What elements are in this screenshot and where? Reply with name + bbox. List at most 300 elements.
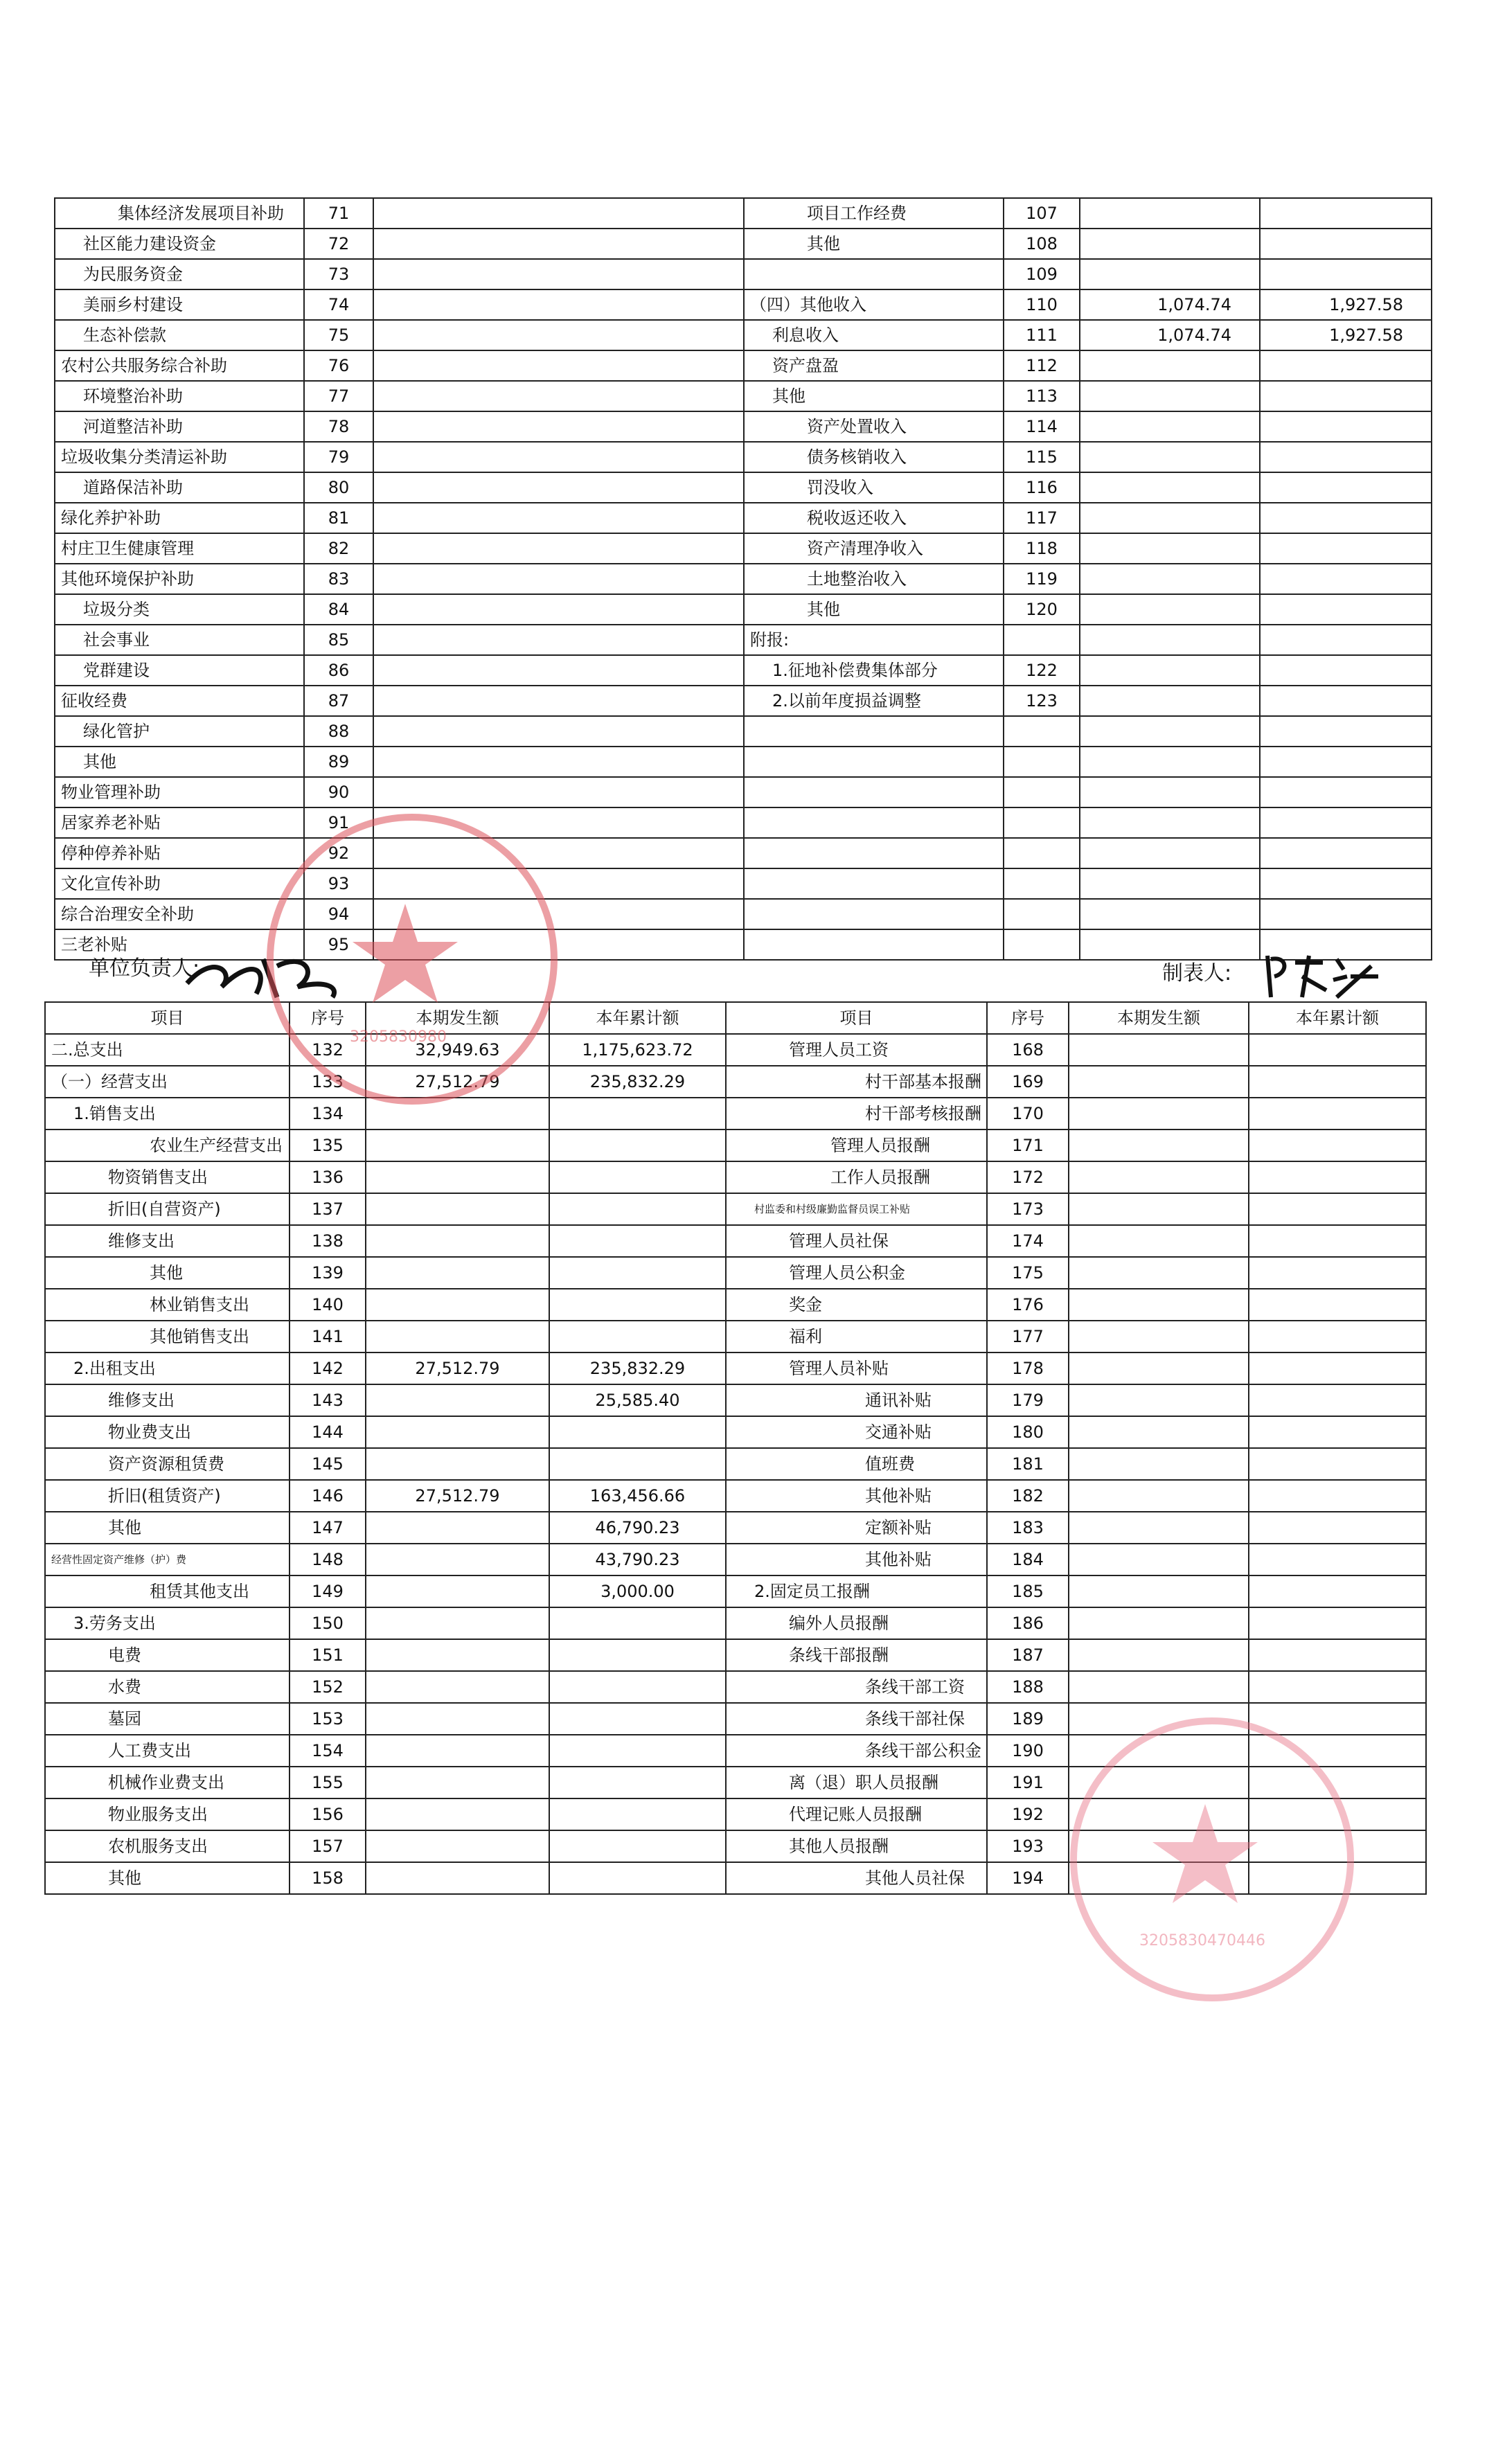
row-no: 78 xyxy=(304,411,373,442)
row-item-2: 利息收入 xyxy=(744,320,1004,350)
row-no-2: 115 xyxy=(1004,442,1080,472)
table-row xyxy=(55,777,1432,807)
row-no-2: 108 xyxy=(1004,229,1080,259)
row-value xyxy=(373,686,744,716)
row-no: 134 xyxy=(290,1098,366,1130)
header-ytd: 本年累计额 xyxy=(549,1002,726,1034)
row-current xyxy=(366,1671,549,1703)
row-no: 73 xyxy=(304,259,373,289)
header-item: 项目 xyxy=(45,1002,290,1034)
row-no-2: 187 xyxy=(987,1639,1069,1671)
table-row xyxy=(45,1352,1426,1384)
row-current-2 xyxy=(1080,838,1260,868)
row-item: 租赁其他支出 xyxy=(45,1575,290,1607)
table-row xyxy=(45,1480,1426,1512)
row-ytd-2 xyxy=(1260,259,1432,289)
row-no: 139 xyxy=(290,1257,366,1289)
row-current-2 xyxy=(1080,442,1260,472)
row-item: 墓园 xyxy=(45,1703,290,1735)
row-no-2: 118 xyxy=(1004,533,1080,564)
row-no: 154 xyxy=(290,1735,366,1767)
row-item: 经营性固定资产维修（护）费 xyxy=(45,1544,290,1575)
row-current-2 xyxy=(1080,686,1260,716)
row-ytd-2 xyxy=(1260,350,1432,381)
row-item-2: 2.固定员工报酬 xyxy=(726,1575,987,1607)
row-ytd: 1,175,623.72 xyxy=(549,1034,726,1066)
row-no: 153 xyxy=(290,1703,366,1735)
row-item-2: 其他 xyxy=(744,381,1004,411)
row-no: 150 xyxy=(290,1607,366,1639)
row-item-2: 条线干部报酬 xyxy=(726,1639,987,1671)
row-value xyxy=(373,747,744,777)
row-item-2: 管理人员工资 xyxy=(726,1034,987,1066)
row-ytd: 3,000.00 xyxy=(549,1575,726,1607)
row-ytd-2 xyxy=(1249,1671,1426,1703)
row-no: 143 xyxy=(290,1384,366,1416)
row-no-2: 181 xyxy=(987,1448,1069,1480)
table-row xyxy=(55,594,1432,625)
row-no-2: 185 xyxy=(987,1575,1069,1607)
row-current-2: 1,074.74 xyxy=(1080,320,1260,350)
table-row xyxy=(45,1321,1426,1352)
row-value xyxy=(373,716,744,747)
row-no: 94 xyxy=(304,899,373,929)
row-ytd: 25,585.40 xyxy=(549,1384,726,1416)
row-no-2 xyxy=(1004,625,1080,655)
row-current-2 xyxy=(1069,1448,1249,1480)
row-current-2 xyxy=(1080,472,1260,503)
row-value xyxy=(373,625,744,655)
row-item: 物业费支出 xyxy=(45,1416,290,1448)
row-no: 75 xyxy=(304,320,373,350)
row-current-2 xyxy=(1080,655,1260,686)
table-row xyxy=(45,1671,1426,1703)
row-current xyxy=(366,1193,549,1225)
row-current xyxy=(366,1735,549,1767)
row-no: 146 xyxy=(290,1480,366,1512)
row-item-2: 代理记账人员报酬 xyxy=(726,1798,987,1830)
row-no: 91 xyxy=(304,807,373,838)
row-item: 人工费支出 xyxy=(45,1735,290,1767)
table-row xyxy=(45,1161,1426,1193)
row-item-2: 1.征地补偿费集体部分 xyxy=(744,655,1004,686)
row-ytd: 235,832.29 xyxy=(549,1352,726,1384)
row-no-2: 191 xyxy=(987,1767,1069,1798)
row-item-2: 附报: xyxy=(744,625,1004,655)
row-no: 141 xyxy=(290,1321,366,1352)
row-no: 76 xyxy=(304,350,373,381)
row-ytd xyxy=(549,1130,726,1161)
row-current-2 xyxy=(1080,411,1260,442)
table-row xyxy=(55,868,1432,899)
row-current-2 xyxy=(1069,1480,1249,1512)
header-current-2: 本期发生额 xyxy=(1069,1002,1249,1034)
village-affairs-committee-seal xyxy=(1070,1717,1354,2001)
row-current xyxy=(366,1544,549,1575)
table-row xyxy=(45,1066,1426,1098)
row-item-2: 条线干部工资 xyxy=(726,1671,987,1703)
row-current xyxy=(366,1798,549,1830)
row-ytd-2 xyxy=(1260,564,1432,594)
row-no-2: 177 xyxy=(987,1321,1069,1352)
table-row xyxy=(45,1448,1426,1480)
row-no-2 xyxy=(1004,716,1080,747)
row-item-2: 管理人员公积金 xyxy=(726,1257,987,1289)
row-no: 137 xyxy=(290,1193,366,1225)
row-ytd xyxy=(549,1767,726,1798)
row-item-2: 罚没收入 xyxy=(744,472,1004,503)
row-item: 其他 xyxy=(45,1512,290,1544)
row-item: 绿化养护补助 xyxy=(55,503,304,533)
row-current-2 xyxy=(1080,533,1260,564)
table-row xyxy=(55,838,1432,868)
row-ytd-2: 1,927.58 xyxy=(1260,289,1432,320)
preparer-label: 制表人: xyxy=(1162,961,1232,985)
table-row xyxy=(45,1034,1426,1066)
row-item-2 xyxy=(744,259,1004,289)
row-no-2: 168 xyxy=(987,1034,1069,1066)
row-no: 79 xyxy=(304,442,373,472)
row-current-2: 1,074.74 xyxy=(1080,289,1260,320)
row-item-2: 其他补贴 xyxy=(726,1544,987,1575)
row-no-2: 119 xyxy=(1004,564,1080,594)
row-item-2 xyxy=(744,807,1004,838)
row-item-2: 其他补贴 xyxy=(726,1480,987,1512)
row-current xyxy=(366,1321,549,1352)
row-value xyxy=(373,411,744,442)
row-current xyxy=(366,1416,549,1448)
row-no: 158 xyxy=(290,1862,366,1894)
row-item: 文化宣传补助 xyxy=(55,868,304,899)
row-item: 其他销售支出 xyxy=(45,1321,290,1352)
row-item-2: 债务核销收入 xyxy=(744,442,1004,472)
row-current-2 xyxy=(1069,1289,1249,1321)
row-no-2: 170 xyxy=(987,1098,1069,1130)
row-value xyxy=(373,259,744,289)
row-no: 89 xyxy=(304,747,373,777)
row-no: 85 xyxy=(304,625,373,655)
row-item-2: （四）其他收入 xyxy=(744,289,1004,320)
row-ytd-2 xyxy=(1249,1321,1426,1352)
row-value xyxy=(373,198,744,229)
row-current-2 xyxy=(1069,1384,1249,1416)
row-ytd xyxy=(549,1735,726,1767)
row-item: 征收经费 xyxy=(55,686,304,716)
row-item: 电费 xyxy=(45,1639,290,1671)
row-item: 二.总支出 xyxy=(45,1034,290,1066)
row-item: 折旧(自营资产) xyxy=(45,1193,290,1225)
row-ytd xyxy=(549,1193,726,1225)
row-item: 居家养老补贴 xyxy=(55,807,304,838)
table-row xyxy=(55,198,1432,229)
table-row xyxy=(45,1289,1426,1321)
table-row xyxy=(45,1512,1426,1544)
row-no-2: 113 xyxy=(1004,381,1080,411)
row-no: 132 xyxy=(290,1034,366,1066)
row-no: 152 xyxy=(290,1671,366,1703)
row-current-2 xyxy=(1069,1639,1249,1671)
row-current-2 xyxy=(1069,1034,1249,1066)
row-item-2: 管理人员社保 xyxy=(726,1225,987,1257)
row-current-2 xyxy=(1080,503,1260,533)
row-item: 其他 xyxy=(45,1862,290,1894)
row-no: 155 xyxy=(290,1767,366,1798)
row-ytd: 46,790.23 xyxy=(549,1512,726,1544)
row-ytd-2 xyxy=(1260,686,1432,716)
table-row xyxy=(55,350,1432,381)
row-item-2: 其他 xyxy=(744,594,1004,625)
row-item: 农村公共服务综合补助 xyxy=(55,350,304,381)
row-item: 其他 xyxy=(45,1257,290,1289)
row-current-2 xyxy=(1080,807,1260,838)
row-no-2 xyxy=(1004,838,1080,868)
row-no: 142 xyxy=(290,1352,366,1384)
row-no-2: 169 xyxy=(987,1066,1069,1098)
row-ytd xyxy=(549,1289,726,1321)
row-item: 为民服务资金 xyxy=(55,259,304,289)
row-current-2 xyxy=(1069,1575,1249,1607)
row-item-2: 福利 xyxy=(726,1321,987,1352)
row-ytd: 163,456.66 xyxy=(549,1480,726,1512)
row-ytd-2: 1,927.58 xyxy=(1260,320,1432,350)
table-row xyxy=(45,1639,1426,1671)
row-no-2: 176 xyxy=(987,1289,1069,1321)
row-current xyxy=(366,1130,549,1161)
row-current-2 xyxy=(1080,899,1260,929)
table-row xyxy=(55,442,1432,472)
row-ytd-2 xyxy=(1260,472,1432,503)
row-item-2: 项目工作经费 xyxy=(744,198,1004,229)
row-no: 151 xyxy=(290,1639,366,1671)
row-no-2 xyxy=(1004,899,1080,929)
row-no: 135 xyxy=(290,1130,366,1161)
row-item: 物业管理补助 xyxy=(55,777,304,807)
table-row xyxy=(55,320,1432,350)
row-current: 27,512.79 xyxy=(366,1352,549,1384)
row-no-2: 171 xyxy=(987,1130,1069,1161)
row-no: 90 xyxy=(304,777,373,807)
row-value xyxy=(373,564,744,594)
row-item-2: 工作人员报酬 xyxy=(726,1161,987,1193)
row-ytd xyxy=(549,1321,726,1352)
row-no: 147 xyxy=(290,1512,366,1544)
row-ytd-2 xyxy=(1260,442,1432,472)
row-item: 物资销售支出 xyxy=(45,1161,290,1193)
row-no: 87 xyxy=(304,686,373,716)
row-no: 82 xyxy=(304,533,373,564)
row-current xyxy=(366,1607,549,1639)
row-current-2 xyxy=(1080,564,1260,594)
row-item: 水费 xyxy=(45,1671,290,1703)
row-ytd xyxy=(549,1098,726,1130)
row-current-2 xyxy=(1080,625,1260,655)
row-current-2 xyxy=(1080,198,1260,229)
row-item: 美丽乡村建设 xyxy=(55,289,304,320)
row-no: 71 xyxy=(304,198,373,229)
header-ytd-2: 本年累计额 xyxy=(1249,1002,1426,1034)
row-current-2 xyxy=(1069,1671,1249,1703)
row-ytd-2 xyxy=(1249,1225,1426,1257)
row-item-2: 条线干部社保 xyxy=(726,1703,987,1735)
row-item: 农机服务支出 xyxy=(45,1830,290,1862)
row-item: 社区能力建设资金 xyxy=(55,229,304,259)
row-current: 27,512.79 xyxy=(366,1066,549,1098)
row-ytd xyxy=(549,1257,726,1289)
row-item-2 xyxy=(744,868,1004,899)
row-ytd-2 xyxy=(1249,1575,1426,1607)
row-item-2: 编外人员报酬 xyxy=(726,1607,987,1639)
income-table-continued xyxy=(54,197,1432,961)
row-ytd-2 xyxy=(1260,777,1432,807)
table-row xyxy=(55,472,1432,503)
row-item-2 xyxy=(744,747,1004,777)
row-no: 136 xyxy=(290,1161,366,1193)
row-ytd-2 xyxy=(1249,1066,1426,1098)
row-no-2: 186 xyxy=(987,1607,1069,1639)
row-current-2 xyxy=(1080,259,1260,289)
row-current xyxy=(366,1225,549,1257)
row-no: 149 xyxy=(290,1575,366,1607)
row-item-2: 资产处置收入 xyxy=(744,411,1004,442)
row-ytd xyxy=(549,1225,726,1257)
table-row xyxy=(45,1257,1426,1289)
row-item: 党群建设 xyxy=(55,655,304,686)
table-row xyxy=(45,1225,1426,1257)
row-item-2: 管理人员报酬 xyxy=(726,1130,987,1161)
row-ytd-2 xyxy=(1260,807,1432,838)
row-current xyxy=(366,1448,549,1480)
row-no-2: 193 xyxy=(987,1830,1069,1862)
row-no: 92 xyxy=(304,838,373,868)
row-ytd-2 xyxy=(1249,1257,1426,1289)
row-no: 84 xyxy=(304,594,373,625)
row-no-2: 188 xyxy=(987,1671,1069,1703)
row-no-2: 194 xyxy=(987,1862,1069,1894)
table-row xyxy=(55,229,1432,259)
header-no: 序号 xyxy=(290,1002,366,1034)
row-value xyxy=(373,381,744,411)
row-current xyxy=(366,1289,549,1321)
table-row xyxy=(45,1416,1426,1448)
row-item: 其他环境保护补助 xyxy=(55,564,304,594)
row-current-2 xyxy=(1080,777,1260,807)
row-current-2 xyxy=(1069,1161,1249,1193)
row-no-2: 173 xyxy=(987,1193,1069,1225)
row-no-2: 178 xyxy=(987,1352,1069,1384)
row-current-2 xyxy=(1069,1257,1249,1289)
row-no: 88 xyxy=(304,716,373,747)
row-no: 80 xyxy=(304,472,373,503)
table-row xyxy=(55,564,1432,594)
row-current xyxy=(366,1384,549,1416)
row-item-2: 条线干部公积金 xyxy=(726,1735,987,1767)
row-item: 河道整洁补助 xyxy=(55,411,304,442)
row-item-2 xyxy=(744,899,1004,929)
row-no-2: 120 xyxy=(1004,594,1080,625)
table-row xyxy=(55,747,1432,777)
table-row xyxy=(55,716,1432,747)
row-no: 95 xyxy=(304,929,373,960)
table-row xyxy=(45,1193,1426,1225)
row-current xyxy=(366,1767,549,1798)
row-ytd-2 xyxy=(1249,1607,1426,1639)
row-no-2: 122 xyxy=(1004,655,1080,686)
row-ytd-2 xyxy=(1249,1416,1426,1448)
table-row xyxy=(45,1544,1426,1575)
row-ytd-2 xyxy=(1249,1448,1426,1480)
row-ytd-2 xyxy=(1260,868,1432,899)
row-item: 垃圾收集分类清运补助 xyxy=(55,442,304,472)
row-item-2: 其他人员社保 xyxy=(726,1862,987,1894)
row-no-2 xyxy=(1004,929,1080,960)
row-no-2: 116 xyxy=(1004,472,1080,503)
row-no: 86 xyxy=(304,655,373,686)
row-item: 环境整治补助 xyxy=(55,381,304,411)
row-item-2: 定额补贴 xyxy=(726,1512,987,1544)
row-ytd-2 xyxy=(1260,838,1432,868)
row-item-2: 交通补贴 xyxy=(726,1416,987,1448)
row-no-2: 189 xyxy=(987,1703,1069,1735)
row-current xyxy=(366,1639,549,1671)
right-seal-code: 3205830470446 xyxy=(1139,1932,1265,1949)
row-no-2: 112 xyxy=(1004,350,1080,381)
row-no: 72 xyxy=(304,229,373,259)
table-row xyxy=(45,1384,1426,1416)
row-ytd xyxy=(549,1862,726,1894)
row-current xyxy=(366,1703,549,1735)
row-no-2: 190 xyxy=(987,1735,1069,1767)
row-ytd xyxy=(549,1607,726,1639)
row-item-2 xyxy=(744,838,1004,868)
row-ytd-2 xyxy=(1249,1512,1426,1544)
table-row xyxy=(55,533,1432,564)
table-row xyxy=(45,1607,1426,1639)
row-item-2: 资产清理净收入 xyxy=(744,533,1004,564)
row-no-2: 192 xyxy=(987,1798,1069,1830)
row-value xyxy=(373,594,744,625)
row-current: 32,949.63 xyxy=(366,1034,549,1066)
row-ytd: 43,790.23 xyxy=(549,1544,726,1575)
row-item: 生态补偿款 xyxy=(55,320,304,350)
row-no: 93 xyxy=(304,868,373,899)
row-ytd-2 xyxy=(1249,1193,1426,1225)
row-item: 综合治理安全补助 xyxy=(55,899,304,929)
row-ytd-2 xyxy=(1260,594,1432,625)
row-item-2: 离（退）职人员报酬 xyxy=(726,1767,987,1798)
row-no-2: 174 xyxy=(987,1225,1069,1257)
row-no: 145 xyxy=(290,1448,366,1480)
row-no-2: 107 xyxy=(1004,198,1080,229)
row-no-2: 182 xyxy=(987,1480,1069,1512)
row-ytd-2 xyxy=(1260,198,1432,229)
row-no: 156 xyxy=(290,1798,366,1830)
row-item: 停种停养补贴 xyxy=(55,838,304,868)
row-item: 林业销售支出 xyxy=(45,1289,290,1321)
row-ytd-2 xyxy=(1249,1289,1426,1321)
row-ytd xyxy=(549,1798,726,1830)
table-row xyxy=(55,625,1432,655)
row-no: 157 xyxy=(290,1830,366,1862)
row-value xyxy=(373,320,744,350)
row-value xyxy=(373,777,744,807)
row-item-2: 其他 xyxy=(744,229,1004,259)
row-current-2 xyxy=(1080,868,1260,899)
row-item-2: 通讯补贴 xyxy=(726,1384,987,1416)
row-item-2: 村监委和村级廉勤监督员误工补贴 xyxy=(726,1193,987,1225)
row-no-2: 109 xyxy=(1004,259,1080,289)
row-ytd xyxy=(549,1703,726,1735)
row-ytd-2 xyxy=(1260,747,1432,777)
